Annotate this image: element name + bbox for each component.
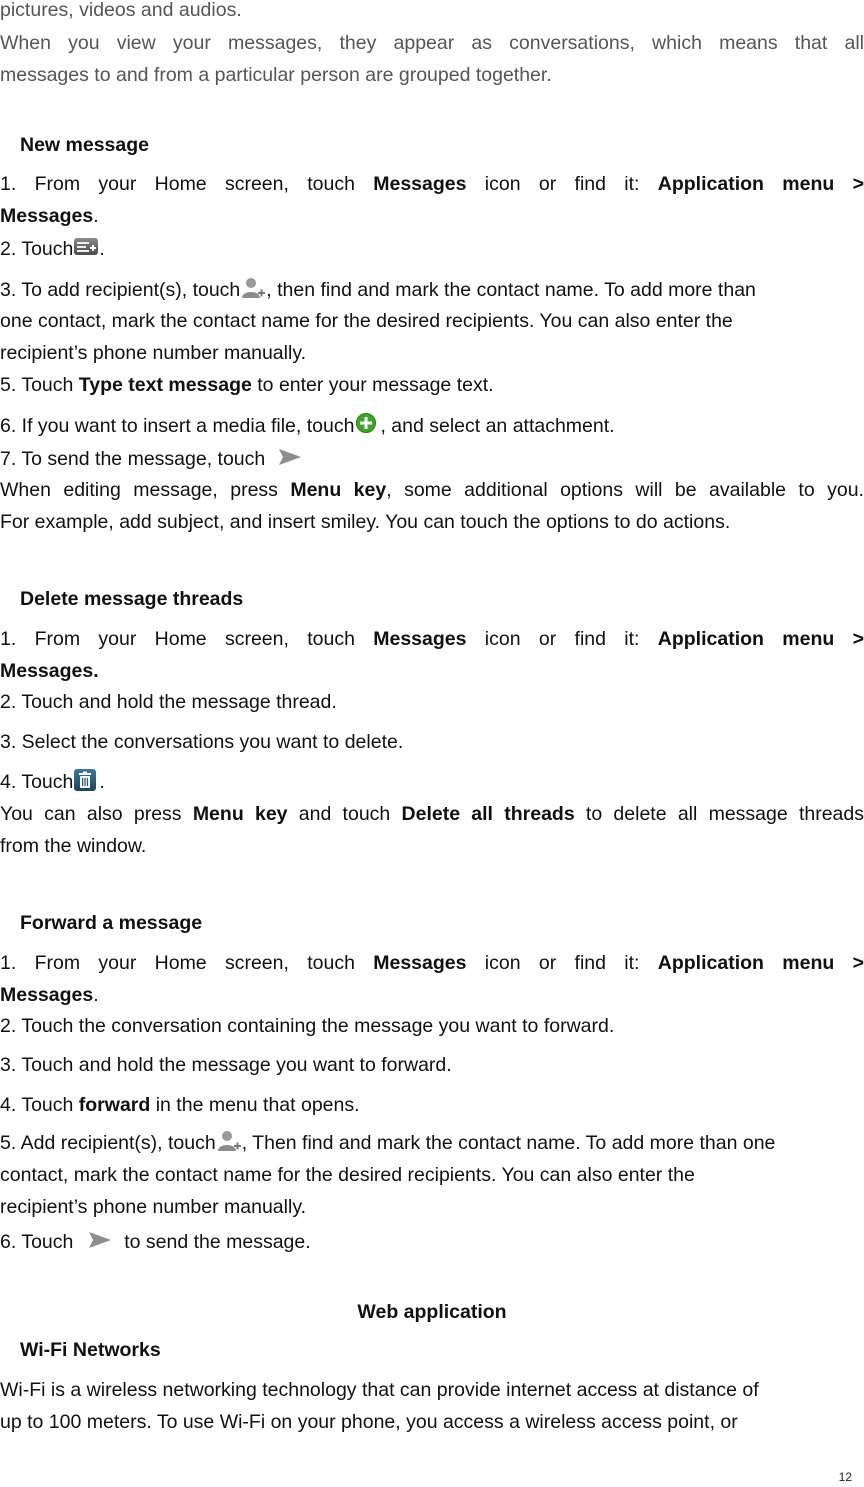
step-text: .: [93, 205, 99, 227]
bold-text: Menu key: [192, 803, 288, 825]
heading-text: Forward a message: [20, 912, 203, 934]
heading-text: Delete message threads: [20, 588, 244, 610]
step-text: 6. If you want to insert a media file, touch: [0, 415, 355, 437]
step-text: 4. Touch: [0, 1094, 79, 1116]
del-step-1: [0, 627, 864, 651]
new-step-3: [0, 277, 756, 302]
fwd-step-5-cont2: [0, 1195, 306, 1219]
new-step-5: [0, 373, 494, 397]
fwd-step-4: [0, 1093, 360, 1117]
step-text: 1. From your Home screen, touch: [0, 952, 374, 974]
step-text: , and select an attachment.: [380, 415, 615, 437]
note-text: to delete all message threads: [574, 803, 864, 825]
step-text: recipient’s phone number manually.: [0, 342, 307, 364]
bold-text: Menu key: [290, 479, 387, 501]
intro-line-3: [0, 63, 552, 87]
send-arrow-icon: [277, 446, 303, 468]
section-heading-delete-threads: [20, 587, 243, 611]
step-text: contact, mark the contact name for the desired recipients. You can also enter the: [0, 1164, 695, 1186]
intro-line-2: [0, 31, 864, 55]
step-text: one contact, mark the contact name for the desired recipients. You can also enter the: [0, 310, 733, 332]
body-text: up to 100 meters. To use Wi-Fi on your phone, you access a wireless access point, or: [0, 1411, 738, 1433]
new-note-2: [0, 510, 730, 534]
step-text: 5. Add recipient(s), touch: [0, 1132, 216, 1154]
new-step-1-cont: [0, 204, 99, 228]
new-message-icon: [73, 236, 99, 258]
del-step-1-cont: [0, 659, 99, 683]
wifi-line-2: [0, 1410, 738, 1434]
add-contact-icon: [216, 1130, 242, 1152]
step-text: to enter your message text.: [251, 374, 494, 396]
attachment-plus-icon: [354, 413, 380, 435]
step-text: recipient’s phone number manually.: [0, 1196, 307, 1218]
section-heading-wifi: [20, 1338, 161, 1362]
new-note-1: [0, 478, 864, 502]
step-text: , then find and mark the contact name. To add more than: [266, 279, 756, 301]
step-text: 3. Touch and hold the message you want to forward.: [0, 1054, 452, 1076]
bold-text: Application menu >: [657, 628, 864, 650]
step-text: 2. Touch: [0, 238, 74, 260]
step-text: , Then find and mark the contact name. To add more than one: [241, 1132, 776, 1154]
fwd-step-3: [0, 1053, 452, 1077]
bold-text: Application menu >: [657, 173, 864, 195]
step-text: .: [93, 984, 99, 1006]
step-text: 7. To send the message, touch: [0, 448, 271, 470]
new-step-3-cont: [0, 309, 733, 333]
bold-text: Messages: [373, 952, 467, 974]
new-step-7: [0, 446, 303, 471]
section-heading-new-message: [20, 133, 149, 157]
note-text: , some additional options will be available to you.: [386, 479, 864, 501]
del-note-1: [0, 802, 864, 826]
step-text: in the menu that opens.: [150, 1094, 360, 1116]
bold-text: forward: [78, 1094, 151, 1116]
bold-text: Messages: [373, 628, 467, 650]
intro-text-2: When you view your messages, they appear as conversations, which means that all: [0, 32, 864, 54]
new-step-6: [0, 413, 615, 438]
bold-text: Messages: [0, 205, 94, 227]
fwd-step-6: [0, 1229, 311, 1254]
step-text: 2. Touch the conversation containing the message you want to forward.: [0, 1015, 615, 1037]
section-heading-forward: [20, 911, 202, 935]
send-arrow-icon: [87, 1229, 113, 1251]
heading-text: New message: [20, 134, 149, 156]
heading-text: Wi-Fi Networks: [20, 1339, 161, 1361]
fwd-step-5-cont: [0, 1163, 695, 1187]
fwd-step-1: [0, 951, 864, 975]
add-contact-icon: [240, 277, 266, 299]
title-text: Web application: [357, 1301, 507, 1323]
intro-text-3: messages to and from a particular person are grouped together.: [0, 64, 552, 86]
del-step-3: [0, 730, 403, 754]
step-text: 5. Touch: [0, 374, 79, 396]
step-text: 3. To add recipient(s), touch: [0, 279, 241, 301]
body-text: Wi-Fi is a wireless networking technology that can provide internet access at distance of: [0, 1379, 759, 1401]
bold-text: Messages: [373, 173, 467, 195]
bold-text: Delete all threads: [401, 803, 575, 825]
del-note-2: [0, 834, 146, 858]
step-text: 4. Touch: [0, 771, 74, 793]
step-text: icon or find it:: [466, 952, 658, 974]
step-text: 6. Touch: [0, 1231, 79, 1253]
step-text: .: [99, 771, 105, 793]
bold-text: Application menu >: [657, 952, 864, 974]
del-step-4: [0, 769, 105, 794]
note-text: You can also press: [0, 803, 193, 825]
step-text: 3. Select the conversations you want to delete.: [0, 731, 404, 753]
new-step-2: [0, 236, 105, 261]
step-text: 2. Touch and hold the message thread.: [0, 691, 337, 713]
intro-line-1: [0, 0, 242, 22]
fwd-step-1-cont: [0, 983, 99, 1007]
note-text: When editing message, press: [0, 479, 291, 501]
step-text: 1. From your Home screen, touch: [0, 628, 374, 650]
intro-text-1: pictures, videos and audios.: [0, 0, 242, 21]
trash-icon: [73, 769, 99, 791]
new-step-3-cont2: [0, 341, 306, 365]
chapter-title: [0, 1300, 864, 1324]
bold-text: Type text message: [78, 374, 252, 396]
step-text: .: [99, 238, 105, 260]
step-text: icon or find it:: [466, 628, 658, 650]
note-text: from the window.: [0, 835, 147, 857]
step-text: icon or find it:: [466, 173, 658, 195]
del-step-2: [0, 690, 337, 714]
bold-text: Messages.: [0, 660, 99, 682]
note-text: and touch: [287, 803, 402, 825]
bold-text: Messages: [0, 984, 94, 1006]
note-text: For example, add subject, and insert smiley. You can touch the options to do actions.: [0, 511, 731, 533]
page-number: 12: [838, 1470, 852, 1484]
fwd-step-2: [0, 1014, 614, 1038]
fwd-step-5: [0, 1130, 775, 1155]
step-text: 1. From your Home screen, touch: [0, 173, 374, 195]
wifi-line-1: [0, 1378, 759, 1402]
new-step-1: [0, 172, 864, 196]
step-text: to send the message.: [118, 1231, 311, 1253]
